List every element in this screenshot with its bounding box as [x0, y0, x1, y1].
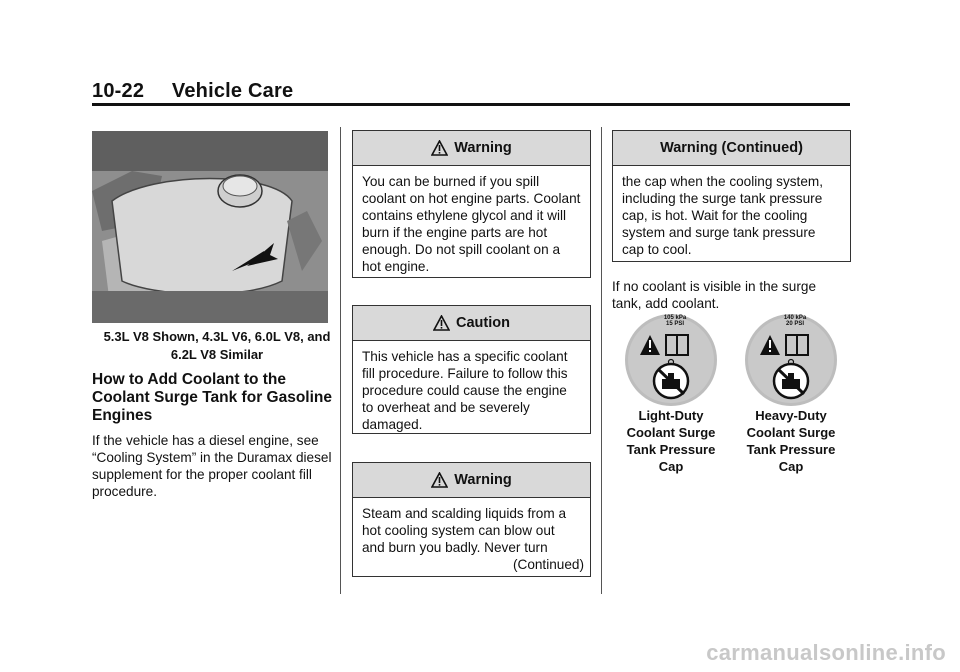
caution-triangle-icon	[433, 315, 450, 331]
warning-body: You can be burned if you spill coolant on hot engine parts. Coolant contains ethylene glycol and it will burn if the engine parts are hot enough. Do not spill coolant on a hot engine.	[362, 174, 581, 274]
warning-continued-box	[612, 130, 851, 262]
cap-psi: 15 PSI	[665, 321, 684, 327]
cap-psi: 20 PSI	[785, 321, 804, 327]
warning-body: Steam and scalding liquids from a hot cooling system can blow out and burn you badly. Never turn	[362, 506, 567, 555]
watermark: carmanualsonline.info	[706, 640, 946, 665]
warning-box-1	[352, 130, 591, 278]
light-duty-cap-icon	[624, 313, 718, 407]
column-divider-right	[601, 127, 602, 594]
photo-caption: 5.3L V8 Shown, 4.3L V6, 6.0L V8, and 6.2L V8 Similar	[103, 329, 331, 362]
heavy-duty-cap-label: Heavy-Duty Coolant Surge Tank Pressure Cap	[746, 408, 836, 474]
heavy-duty-cap-icon	[744, 313, 838, 407]
intro-text: If the vehicle has a diesel engine, see “Cooling System” in the Duramax diesel supplement for the proper coolant fill procedure.	[92, 433, 332, 499]
light-duty-cap-label: Light-Duty Coolant Surge Tank Pressure Cap	[626, 408, 716, 474]
page-header	[92, 80, 293, 103]
warning-header: Warning	[353, 131, 590, 166]
cap-kpa: 105 kPa	[663, 315, 687, 321]
caution-header: Caution	[353, 306, 590, 341]
note-text: If no coolant is visible in the surge tank, add coolant.	[612, 279, 817, 311]
warning-continued-body: the cap when the cooling system, including the surge tank pressure cap, is hot. Wait for the cooling system and surge tank pressure cap to cool.	[622, 174, 823, 257]
cap-kpa: 140 kPa	[783, 315, 807, 321]
caution-body: This vehicle has a specific coolant fill procedure. Failure to follow this procedure could cause the engine to overheat and be severely damaged.	[362, 349, 568, 432]
warning-header: Warning	[353, 463, 590, 498]
warning-box-2	[352, 462, 591, 577]
warning-triangle-icon	[431, 472, 448, 488]
warning-triangle-icon	[431, 140, 448, 156]
engine-photo	[92, 131, 328, 323]
caution-box	[352, 305, 591, 434]
continued-note: (Continued)	[512, 557, 584, 572]
header-rule	[92, 103, 850, 106]
section-title: Vehicle Care	[171, 80, 294, 102]
page-number: 10-22	[92, 80, 145, 102]
section-heading: How to Add Coolant to the Coolant Surge Tank for Gasoline Engines	[92, 371, 332, 424]
warning-continued-header: Warning (Continued)	[613, 131, 850, 166]
